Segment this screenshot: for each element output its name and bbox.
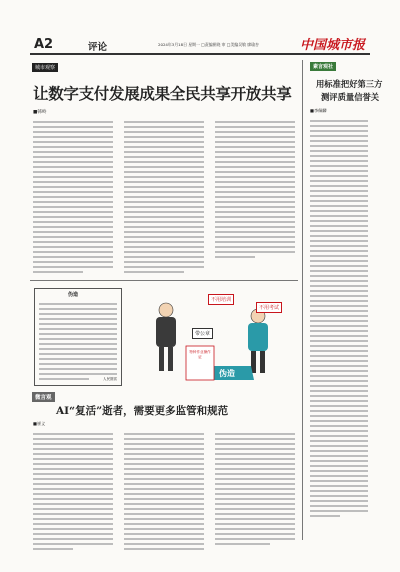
bottom-col-3 xyxy=(215,430,295,548)
sign-no-exam: 不用考试 xyxy=(256,302,282,313)
bottom-col-2 xyxy=(124,430,204,553)
section-rule xyxy=(30,280,298,281)
bottom-byline: ■崔义 xyxy=(33,421,46,426)
cartoon-caption-title: 伪造 xyxy=(68,292,79,298)
cartoon-illustration xyxy=(126,288,298,388)
cartoon-caption-text xyxy=(39,300,117,383)
bottom-body xyxy=(33,430,296,550)
cartoon-credit: 人民图赏 xyxy=(103,377,117,381)
lead-body xyxy=(33,118,296,278)
section-name: 评论 xyxy=(88,42,108,53)
bottom-tag: 微言观 xyxy=(32,392,55,402)
right-tag-label: 素言观社 xyxy=(313,64,334,70)
right-body xyxy=(310,117,368,520)
right-byline: ■李佩麟 xyxy=(310,108,327,113)
body-col-1 xyxy=(33,118,113,276)
sign-no-training: 不用培训 xyxy=(208,294,234,305)
sign-forgery: 伪造 xyxy=(219,369,235,378)
date-line: 2024年3月18日 星期一 □责编崔晓 审 □美编吴敏 廖瑜杏 xyxy=(158,42,259,47)
right-tag xyxy=(310,62,336,71)
page-header xyxy=(0,0,400,52)
sign-certificate: 特种作业操作证 xyxy=(189,350,211,359)
body-col-2 xyxy=(124,118,204,276)
column-separator xyxy=(302,60,303,540)
sign-stamp: 带公章 xyxy=(192,328,213,339)
cartoon-caption-box xyxy=(34,288,122,386)
bottom-headline: AI“复活”逝者，需要更多监管和规范 xyxy=(56,405,229,417)
observation-tag: 城市观察 xyxy=(32,63,58,72)
masthead-logo: 中国城市报 xyxy=(300,38,366,53)
right-headline-1: 用标准把好第三方 xyxy=(316,79,383,89)
right-headline-2: 测评质量信誉关 xyxy=(321,92,380,102)
bottom-col-1 xyxy=(33,430,113,553)
header-rule xyxy=(30,53,370,55)
lead-byline: ■韩岭 xyxy=(33,110,47,115)
body-col-3 xyxy=(215,118,295,261)
lead-headline: 让数字支付发展成果全民共享开放共享 xyxy=(33,84,292,103)
page-code: A2 xyxy=(34,37,54,52)
